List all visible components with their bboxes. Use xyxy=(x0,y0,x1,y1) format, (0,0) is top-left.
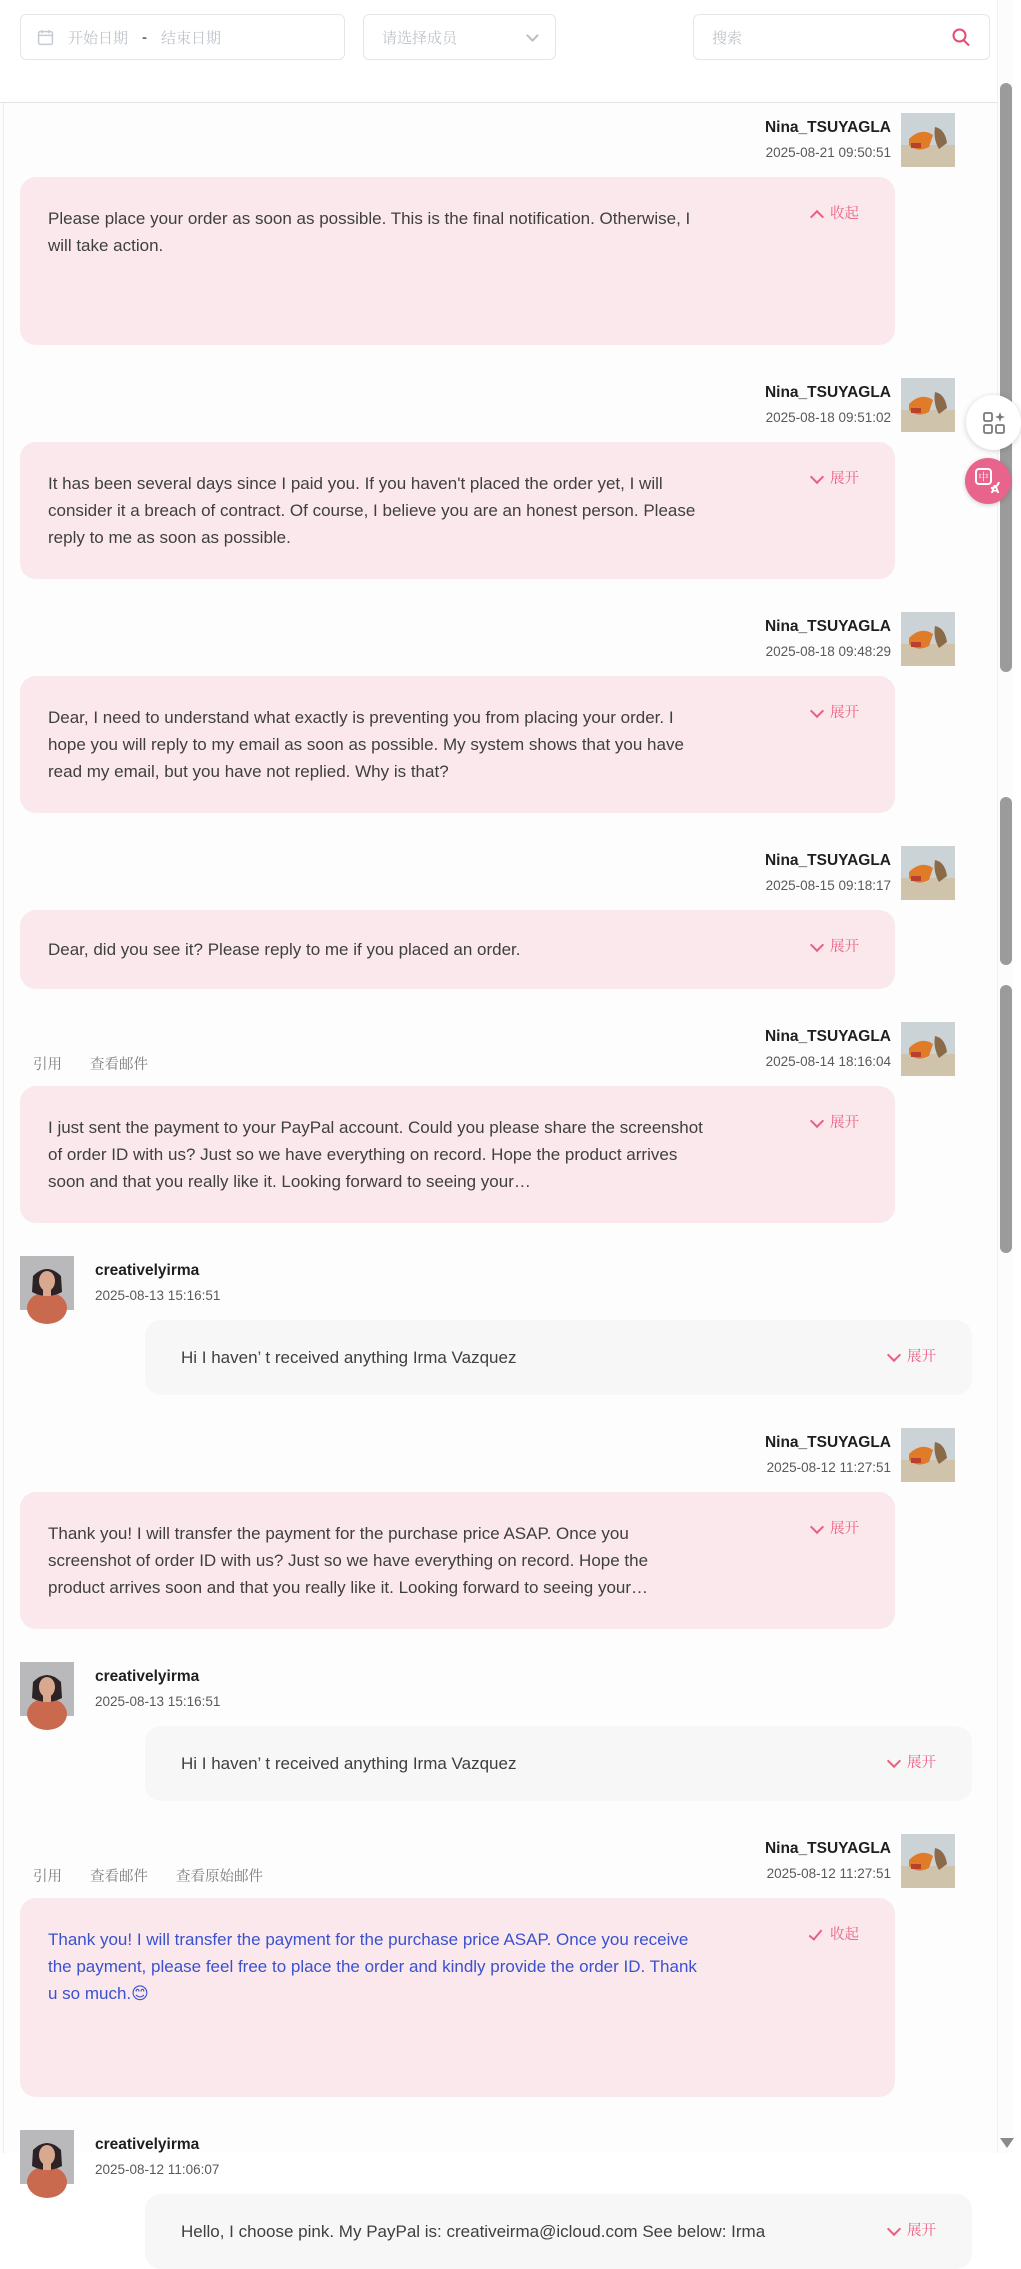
message-actions xyxy=(33,1865,263,1886)
expand-button[interactable] xyxy=(812,1110,859,1137)
scrollbar-track[interactable] xyxy=(997,0,1013,2153)
svg-text:A: A xyxy=(990,483,1000,496)
message-bubble xyxy=(145,2194,972,2269)
toggle-label: 展开 xyxy=(830,471,859,487)
search-placeholder: 搜索 xyxy=(712,29,743,47)
author-block xyxy=(765,1026,891,1073)
expand-button[interactable] xyxy=(889,2218,936,2245)
message-row xyxy=(0,1428,1013,1629)
message-header xyxy=(0,1022,1013,1076)
toggle-label: 收起 xyxy=(830,1927,859,1943)
message-row xyxy=(0,113,1013,345)
message-bubble xyxy=(20,1898,895,2097)
author-name: Nina_TSUYAGLA xyxy=(764,852,891,869)
message-row xyxy=(0,1834,1013,2097)
scrollbar-thumb[interactable] xyxy=(1000,797,1012,965)
author-block xyxy=(765,1838,891,1885)
chevron-down-icon xyxy=(526,29,539,42)
avatar[interactable] xyxy=(901,1428,955,1482)
author-block xyxy=(765,850,891,897)
avatar[interactable] xyxy=(901,1022,955,1076)
author-block xyxy=(95,1666,220,1713)
message-row xyxy=(0,378,1013,579)
check-icon xyxy=(809,1926,823,1940)
avatar[interactable] xyxy=(901,846,955,900)
message-text: Hi I haven’ t received anything Irma Vazquez xyxy=(181,1348,517,1367)
message-text: Thank you! I will transfer the payment for the purchase price ASAP. Once you screenshot of order ID with us? Just so we have everything on record. Hope the product arrives soon and that you really like it. Looking forward to seeing your… xyxy=(48,1524,649,1597)
message-header xyxy=(0,846,1013,900)
message-header xyxy=(0,2130,1013,2184)
message-text: Dear, did you see it? Please reply to me if you placed an order. xyxy=(48,940,521,959)
message-bubble xyxy=(145,1726,972,1801)
chevron-down-icon xyxy=(810,1520,824,1534)
action-link[interactable]: 查看原始邮件 xyxy=(176,1869,263,1885)
message-actions xyxy=(33,1053,148,1074)
toggle-label: 展开 xyxy=(830,705,859,721)
toggle-label: 收起 xyxy=(830,206,859,222)
message-timestamp: 2025-08-13 15:16:51 xyxy=(95,1694,221,1709)
message-bubble xyxy=(20,442,895,579)
message-header xyxy=(0,1662,1013,1716)
date-end-placeholder[interactable]: 结束日期 xyxy=(161,29,222,47)
message-header xyxy=(0,1428,1013,1482)
avatar[interactable] xyxy=(20,1256,74,1310)
search-input[interactable] xyxy=(693,14,990,60)
svg-text:中: 中 xyxy=(978,472,989,484)
expand-button[interactable] xyxy=(889,1750,936,1777)
message-row xyxy=(0,2130,1013,2269)
author-block xyxy=(95,1260,220,1307)
author-block xyxy=(765,117,891,164)
chevron-down-icon xyxy=(887,1348,901,1362)
calendar-icon xyxy=(37,29,54,46)
message-bubble xyxy=(20,1492,895,1629)
author-block xyxy=(765,382,891,429)
author-name: Nina_TSUYAGLA xyxy=(764,1434,891,1451)
message-timestamp: 2025-08-13 15:16:51 xyxy=(95,1288,221,1303)
author-block xyxy=(765,616,891,663)
author-name: creativelyirma xyxy=(95,1262,200,1279)
author-name: Nina_TSUYAGLA xyxy=(764,384,891,401)
action-link[interactable]: 引用 xyxy=(33,1869,62,1885)
avatar[interactable] xyxy=(20,2130,74,2184)
message-header xyxy=(0,1834,1013,1888)
message-timestamp: 2025-08-12 11:27:51 xyxy=(766,1460,891,1475)
message-text: Dear, I need to understand what exactly is preventing you from placing your order. I hope you will reply to my email as soon as possible. My system shows that you have read my email, but you have not replied. Why is that? xyxy=(48,708,684,781)
expand-button[interactable] xyxy=(812,934,859,961)
message-text: Thank you! I will transfer the payment for the purchase price ASAP. Once you receive the payment, please feel free to place the order and kindly provide the order ID. Thank u so much.😊 xyxy=(48,1930,697,2003)
avatar[interactable] xyxy=(901,1834,955,1888)
author-name: creativelyirma xyxy=(95,2136,200,2153)
chevron-down-icon xyxy=(810,704,824,718)
message-timestamp: 2025-08-18 09:48:29 xyxy=(765,644,891,659)
avatar[interactable] xyxy=(901,378,955,432)
message-row xyxy=(0,1256,1013,1395)
toggle-label: 展开 xyxy=(907,2223,936,2239)
message-timestamp: 2025-08-21 09:50:51 xyxy=(765,145,891,160)
avatar[interactable] xyxy=(20,1662,74,1716)
author-name: Nina_TSUYAGLA xyxy=(764,119,891,136)
author-name: Nina_TSUYAGLA xyxy=(764,1028,891,1045)
message-bubble xyxy=(20,910,895,989)
message-bubble xyxy=(20,1086,895,1223)
author-name: Nina_TSUYAGLA xyxy=(764,1840,891,1857)
message-text: I just sent the payment to your PayPal account. Could you please share the screenshot of order ID with us? Just so we have everything on record. Hope the product arrives soon and that you really like it. Looking forward to seeing your… xyxy=(48,1118,703,1191)
translate-button[interactable] xyxy=(965,458,1011,504)
message-row xyxy=(0,1022,1013,1223)
message-text: Hi I haven’ t received anything Irma Vazquez xyxy=(181,1754,517,1773)
author-block xyxy=(765,1432,891,1479)
message-text: It has been several days since I paid you. If you haven't placed the order yet, I will consider it a breach of contract. Of course, I believe you are an honest person. Please reply to me as soon as possible. xyxy=(48,474,696,547)
expand-button[interactable] xyxy=(812,700,859,727)
message-row xyxy=(0,1662,1013,1801)
expand-button[interactable] xyxy=(889,1344,936,1371)
avatar[interactable] xyxy=(901,612,955,666)
message-bubble xyxy=(145,1320,972,1395)
date-range-picker[interactable] xyxy=(20,14,345,60)
message-text: Please place your order as soon as possible. This is the final notification. Otherwise, I will take action. xyxy=(48,209,691,255)
toggle-label: 展开 xyxy=(830,939,859,955)
date-start-placeholder[interactable]: 开始日期 xyxy=(68,29,129,47)
expand-button[interactable] xyxy=(812,466,859,493)
squares-sparkle-icon xyxy=(980,409,1008,437)
message-header xyxy=(0,113,1013,167)
scrollbar-thumb[interactable] xyxy=(1000,985,1012,1253)
message-timestamp: 2025-08-18 09:51:02 xyxy=(765,410,891,425)
expand-button[interactable] xyxy=(812,1516,859,1543)
message-bubble xyxy=(20,177,895,345)
action-link[interactable]: 引用 xyxy=(33,1057,62,1073)
translate-zh-en-icon xyxy=(973,466,1003,496)
collapse-button[interactable] xyxy=(809,1922,859,1949)
message-timestamp: 2025-08-14 18:16:04 xyxy=(765,1054,891,1069)
message-timestamp: 2025-08-12 11:06:07 xyxy=(95,2162,220,2177)
toggle-label: 展开 xyxy=(830,1115,859,1131)
toggle-label: 展开 xyxy=(830,1521,859,1537)
action-link[interactable]: 查看邮件 xyxy=(90,1869,148,1885)
chevron-down-icon xyxy=(887,1754,901,1768)
filter-toolbar xyxy=(0,0,1013,103)
chevron-up-icon xyxy=(810,210,824,224)
message-bubble xyxy=(20,676,895,813)
action-link[interactable]: 查看邮件 xyxy=(90,1057,148,1073)
member-select-placeholder: 请选择成员 xyxy=(382,29,458,47)
message-row xyxy=(0,846,1013,989)
member-select[interactable] xyxy=(363,14,556,60)
chevron-down-icon xyxy=(810,938,824,952)
message-header xyxy=(0,378,1013,432)
search-icon[interactable] xyxy=(951,27,971,47)
message-timestamp: 2025-08-12 11:27:51 xyxy=(766,1866,891,1881)
message-header xyxy=(0,1256,1013,1310)
date-separator: - xyxy=(142,28,148,46)
author-name: Nina_TSUYAGLA xyxy=(764,618,891,635)
author-name: creativelyirma xyxy=(95,1668,200,1685)
avatar[interactable] xyxy=(901,113,955,167)
message-row xyxy=(0,612,1013,813)
message-text: Hello, I choose pink. My PayPal is: creativeirma@icloud.com See below: Irma xyxy=(181,2222,766,2241)
scrollbar-thumb[interactable] xyxy=(1000,83,1012,672)
toggle-label: 展开 xyxy=(907,1755,936,1771)
message-list xyxy=(0,103,1013,2269)
author-block xyxy=(95,2134,219,2181)
chevron-down-icon xyxy=(810,1114,824,1128)
message-header xyxy=(0,612,1013,666)
message-timestamp: 2025-08-15 09:18:17 xyxy=(765,878,891,893)
collect-widget-button[interactable] xyxy=(966,395,1021,450)
chevron-down-icon xyxy=(810,470,824,484)
chevron-down-icon xyxy=(887,2222,901,2236)
scrollbar-down-arrow-icon[interactable] xyxy=(1000,2138,1014,2148)
toggle-label: 展开 xyxy=(907,1349,936,1365)
collapse-button[interactable] xyxy=(812,201,859,228)
